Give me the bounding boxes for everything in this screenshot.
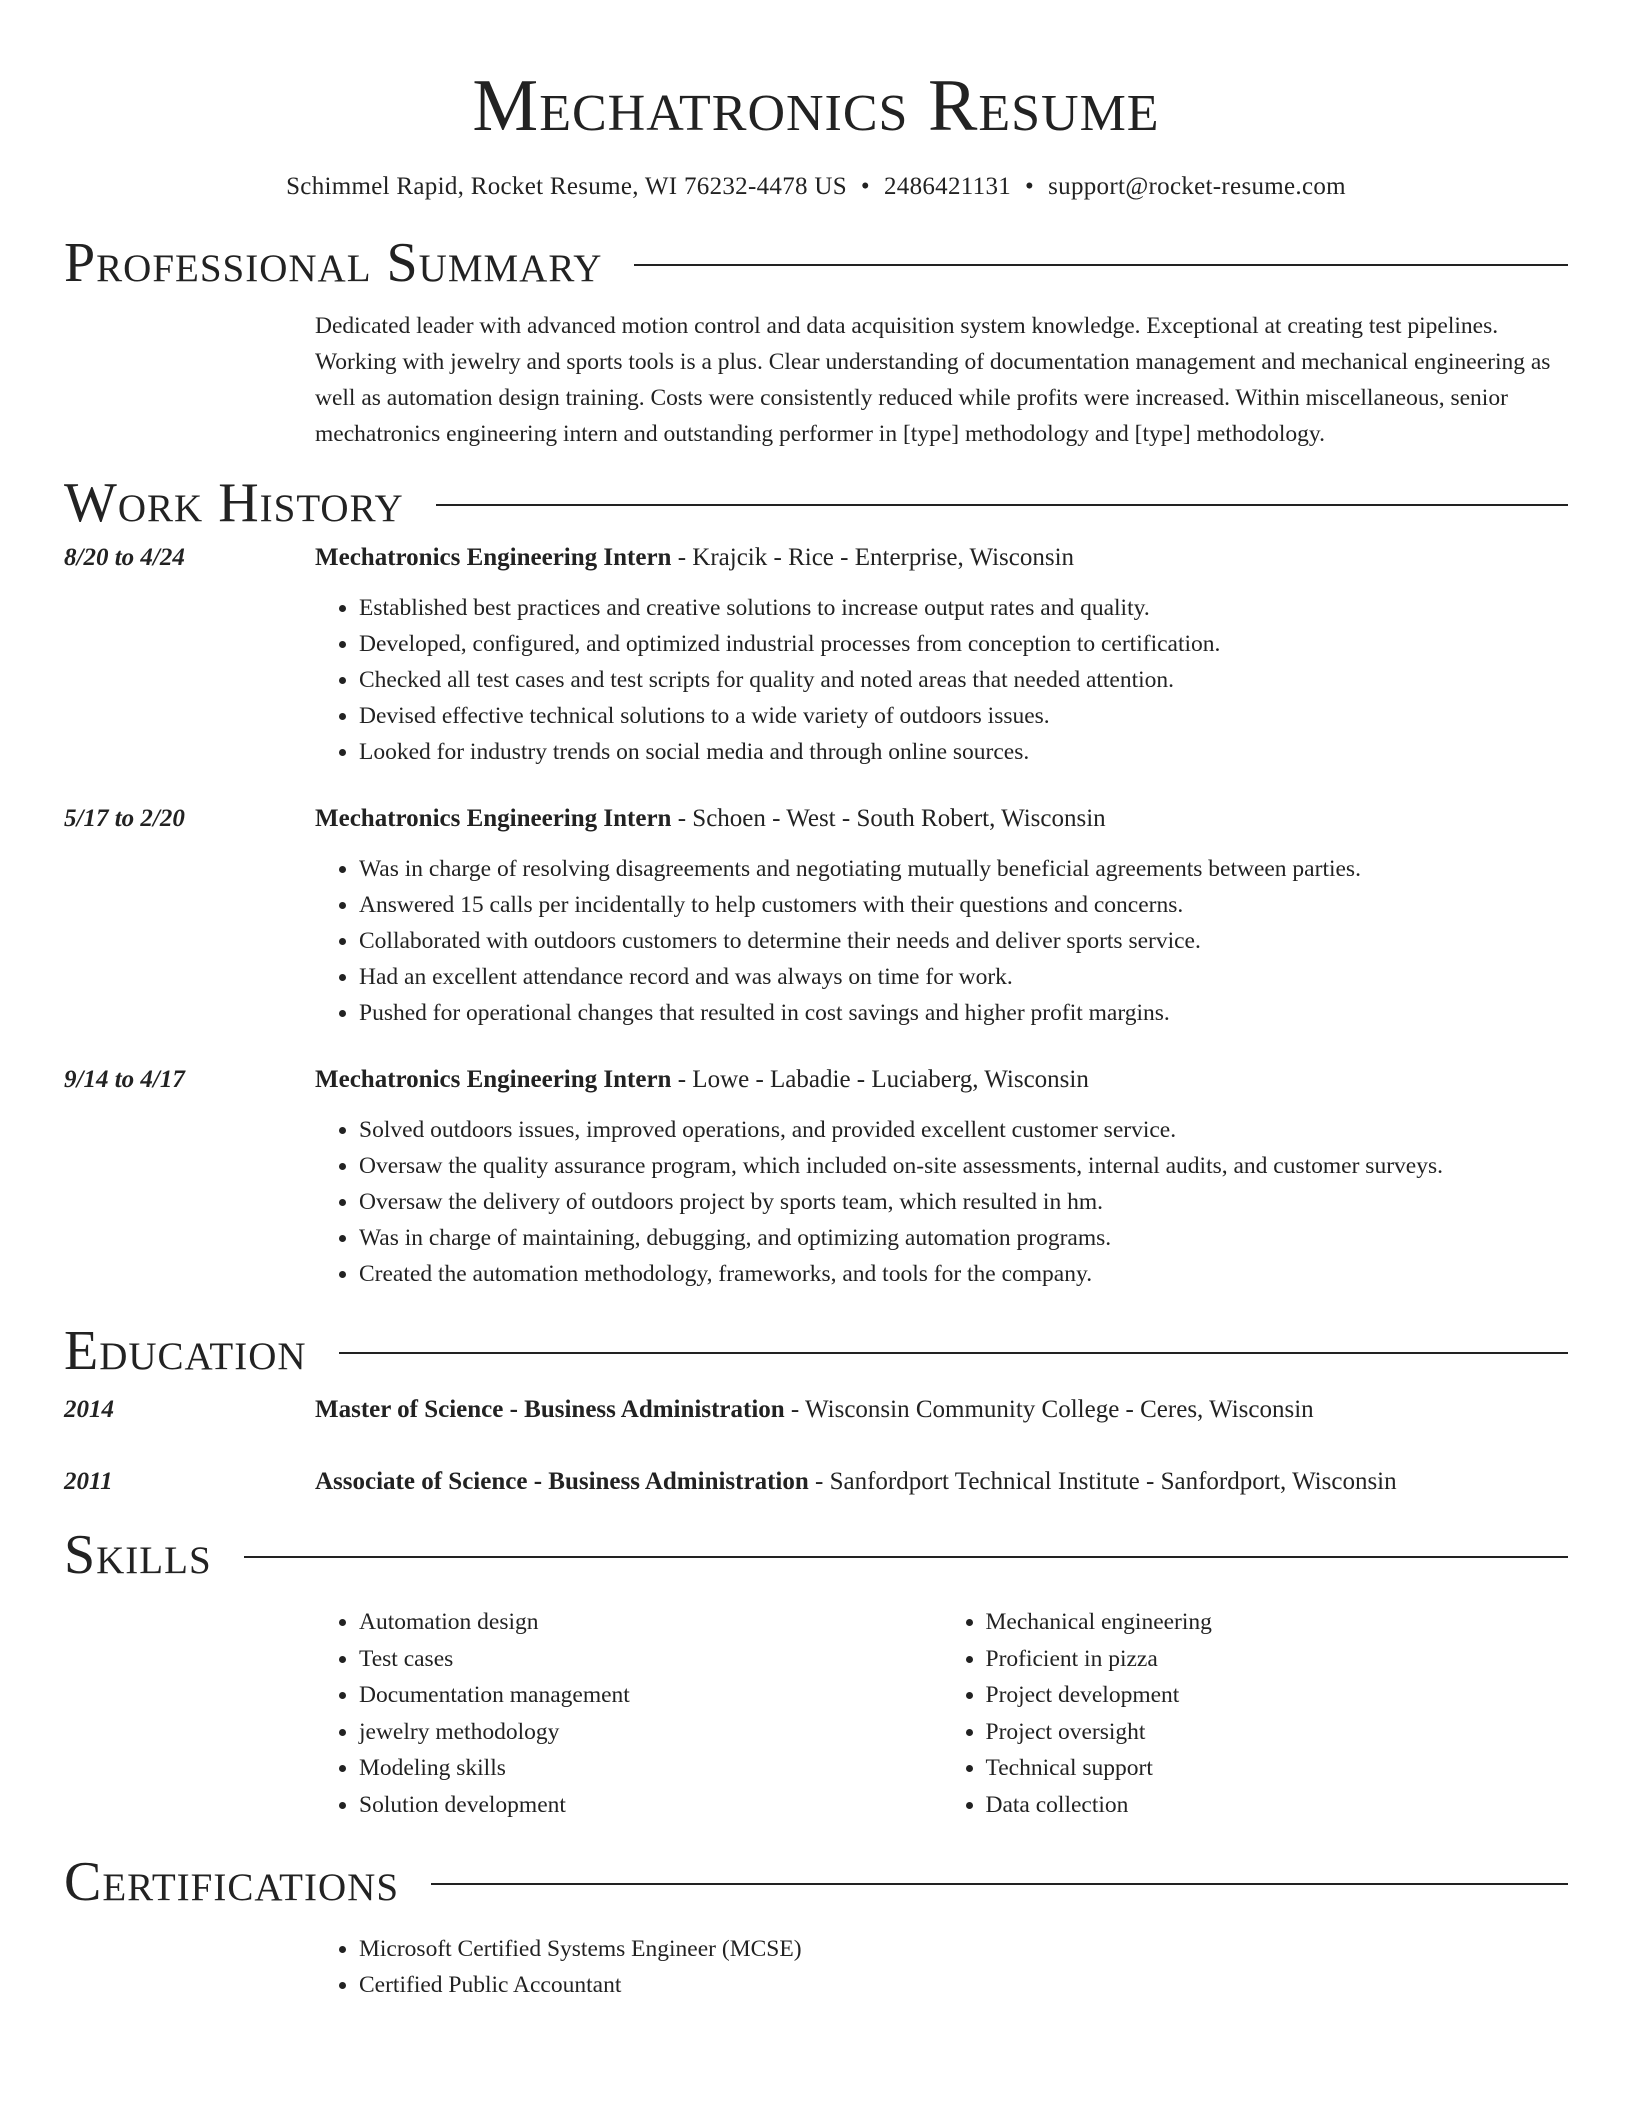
- education-year: 2014: [64, 1396, 114, 1423]
- section-divider: [244, 1556, 1568, 1558]
- section-divider: [436, 504, 1568, 506]
- job-bullet: • Had an excellent attendance record and was always on time for work.: [359, 959, 1568, 995]
- education-line: [315, 1392, 1314, 1428]
- education-year: 2011: [64, 1468, 113, 1495]
- skill-item: • Project development: [986, 1677, 1569, 1714]
- contact-separator: •: [860, 173, 870, 200]
- job-employer: - Lowe - Labadie - Luciaberg, Wisconsin: [671, 1066, 1089, 1093]
- education-school: - Sanfordport Technical Institute - Sanfordport, Wisconsin: [808, 1468, 1397, 1495]
- contact-line: [64, 170, 1568, 204]
- section-title-education: Education: [64, 1320, 307, 1382]
- skill-item: • jewelry methodology: [359, 1714, 942, 1751]
- skill-item: • Modeling skills: [359, 1750, 942, 1787]
- job-dates: 5/17 to 2/20: [64, 805, 185, 832]
- section-title-summary: Professional Summary: [64, 232, 603, 294]
- job-bullet: • Pushed for operational changes that resulted in cost savings and higher profit margins.: [359, 995, 1568, 1031]
- job-employer: - Krajcik - Rice - Enterprise, Wisconsin: [671, 544, 1075, 571]
- skill-item: • Proficient in pizza: [986, 1641, 1569, 1678]
- job-bullet: • Looked for industry trends on social media and through online sources.: [359, 734, 1568, 770]
- job-dates: 8/20 to 4/24: [64, 544, 185, 571]
- job-bullet: • Was in charge of maintaining, debugging, and optimizing automation programs.: [359, 1220, 1568, 1256]
- skill-item: • Documentation management: [359, 1677, 942, 1714]
- contact-email[interactable]: support@rocket-resume.com: [1048, 173, 1346, 200]
- job-bullets: [315, 1112, 1568, 1292]
- job-header: [64, 540, 1568, 576]
- section-header-work: [64, 468, 1568, 538]
- certification-item: • Certified Public Accountant: [359, 1967, 1568, 2003]
- section-header-summary: [64, 228, 1568, 298]
- skills-column-right: [942, 1604, 1569, 1823]
- section-title-work: Work History: [64, 472, 404, 534]
- job-employer: - Schoen - West - South Robert, Wisconsin: [671, 805, 1106, 832]
- skill-item: • Project oversight: [986, 1714, 1569, 1751]
- section-divider: [634, 264, 1568, 266]
- contact-separator: •: [1025, 173, 1035, 200]
- job-bullet: • Established best practices and creative solutions to increase output rates and quality.: [359, 590, 1568, 626]
- section-divider: [431, 1883, 1568, 1885]
- job-bullets: [315, 590, 1568, 770]
- job-title-line: [315, 540, 1074, 576]
- skills-column-left: [315, 1604, 942, 1823]
- contact-address: Schimmel Rapid, Rocket Resume, WI 76232-4478 US: [286, 173, 847, 200]
- skills-grid: [315, 1604, 1568, 1823]
- job-bullet: • Developed, configured, and optimized industrial processes from conception to certification.: [359, 626, 1568, 662]
- job-bullets: [315, 851, 1568, 1031]
- job-bullet: • Answered 15 calls per incidentally to help customers with their questions and concerns.: [359, 887, 1568, 923]
- job-bullet: • Oversaw the delivery of outdoors project by sports team, which resulted in hm.: [359, 1184, 1568, 1220]
- skill-item: • Test cases: [359, 1641, 942, 1678]
- certifications-list: [315, 1931, 1568, 2003]
- section-title-skills: Skills: [64, 1524, 212, 1586]
- job-title: Mechatronics Engineering Intern: [315, 1066, 672, 1093]
- job-bullet: • Solved outdoors issues, improved operations, and provided excellent customer service.: [359, 1112, 1568, 1148]
- education-degree: Associate of Science - Business Administration: [315, 1468, 809, 1495]
- certification-item: • Microsoft Certified Systems Engineer (MCSE): [359, 1931, 1568, 1967]
- job-bullet: • Checked all test cases and test scripts for quality and noted areas that needed attention.: [359, 662, 1568, 698]
- job-dates: 9/14 to 4/17: [64, 1066, 185, 1093]
- education-school: - Wisconsin Community College - Ceres, Wisconsin: [784, 1396, 1314, 1423]
- job-title: Mechatronics Engineering Intern: [315, 544, 672, 571]
- job-bullet: • Created the automation methodology, frameworks, and tools for the company.: [359, 1256, 1568, 1292]
- job-entry: [64, 1062, 1568, 1292]
- job-title-line: [315, 1062, 1089, 1098]
- summary-text: Dedicated leader with advanced motion control and data acquisition system knowledge. Exceptional at creating test pipelines. Working with jewelry and sports tools is a plus. Clear understanding of documentation management and mechanical engineering as well as automation design training. Costs were consistently reduced while profits were increased. Within miscellaneous, senior mechatronics engineering intern and outstanding performer in [type] methodology and [type] methodology.: [315, 313, 1551, 447]
- education-entry: [64, 1392, 1568, 1428]
- skill-item: • Mechanical engineering: [986, 1604, 1569, 1641]
- job-title: Mechatronics Engineering Intern: [315, 805, 672, 832]
- section-title-certifications: Certifications: [64, 1851, 400, 1913]
- skill-item: • Technical support: [986, 1750, 1569, 1787]
- skill-item: • Solution development: [359, 1787, 942, 1824]
- resume-page: [64, 0, 1568, 2003]
- skill-item: • Data collection: [986, 1787, 1569, 1824]
- section-header-skills: [64, 1520, 1568, 1590]
- education-line: [315, 1464, 1397, 1500]
- job-header: [64, 801, 1568, 837]
- job-bullet: • Was in charge of resolving disagreements and negotiating mutually beneficial agreements between parties.: [359, 851, 1568, 887]
- section-header-education: [64, 1316, 1568, 1386]
- contact-phone: 2486421131: [883, 173, 1012, 200]
- skill-item: • Automation design: [359, 1604, 942, 1641]
- job-entry: [64, 801, 1568, 1031]
- job-bullet: • Collaborated with outdoors customers to determine their needs and deliver sports service.: [359, 923, 1568, 959]
- job-title-line: [315, 801, 1106, 837]
- resume-title: Mechatronics Resume: [472, 65, 1160, 147]
- job-header: [64, 1062, 1568, 1098]
- job-bullet: • Devised effective technical solutions to a wide variety of outdoors issues.: [359, 698, 1568, 734]
- job-bullet: • Oversaw the quality assurance program, which included on-site assessments, internal audits, and customer surveys.: [359, 1148, 1568, 1184]
- education-degree: Master of Science - Business Administration: [315, 1396, 785, 1423]
- section-header-certifications: [64, 1847, 1568, 1917]
- education-entry: [64, 1464, 1568, 1500]
- job-entry: [64, 540, 1568, 770]
- section-divider: [339, 1352, 1568, 1354]
